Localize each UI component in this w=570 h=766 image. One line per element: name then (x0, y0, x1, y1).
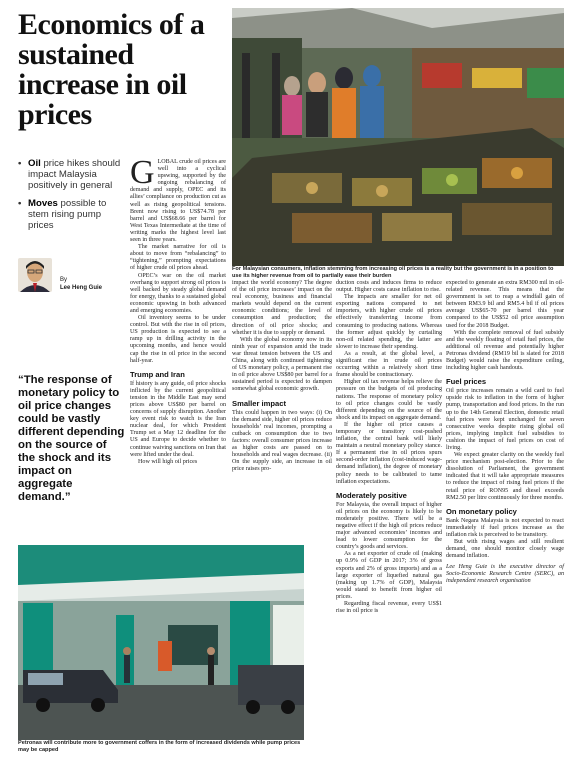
article-column-1 (130, 154, 226, 466)
bullet-item (18, 158, 123, 191)
top-photo-caption: For Malaysian consumers, inflation stemming from increasing oil prices is a reality but the government is in a position to use its higher revenue from oil to partially ease their burden (232, 266, 554, 279)
lead-paragraph: LOBAL crude oil prices are well into a cyclical upswing, supported by the ongoing rebalancing of demand and supply, OPEC and its allies’ compliance on production cut as well as rising geopolitical tensions. Brent now rising to US$74.78 per barrel and US$68.66 per barrel for West Texas Intermediate at the time of writing marks the highest level last seen in three years. (130, 159, 226, 244)
subheading: Fuel prices (446, 377, 487, 387)
paragraph: Oil price increases remain a wild card to fuel upside risk to inflation in the form of higher pump, transportation and food prices. In the run up to the 14th General Election, domestic retail fuel prices were kept unchanged for seven consecutive weeks despite rising global oil prices, implying implicit fuel subsidies to cushion the impact of fuel prices on cost of living. (446, 388, 564, 451)
paragraph: OPEC’s war on the oil market overhang to support strong oil prices is well backed by steady global demand for energy, thanks to a sustained global economic upswing in both advanced and emerging economies. (130, 272, 226, 314)
paragraph: Higher oil tax revenue helps relieve the pressure on the budgets of oil producing nations. The response of monetary policy to oil price changes could be vastly different depending on the source of the shock and its impact on aggregate demand. (336, 379, 442, 421)
byline-by: By (60, 277, 68, 283)
paragraph: With the complete removal of fuel subsidy and the weekly floating of retail fuel prices, the additional oil revenue and potentially higher Petronas dividend (RM19 bil is slated for 2018 Budget) would raise the expenditure ceiling, including higher cash handouts. (446, 329, 564, 372)
article-column-4 (446, 280, 564, 586)
bullet-item (18, 198, 123, 231)
author-bio: Lee Heng Guie is the executive director of Socio-Economic Research Centre (SERC), an independent research organisation (446, 564, 564, 585)
byline (18, 258, 128, 292)
paragraph: If the higher oil price causes a temporary or transitory cost-pushed inflation, the central bank will likely maintain a neutral monetary policy stance. If a permanent rise in oil prices spurs second-order inflation (cost-induced wage-demand inflation), the degree of monetary policy needs to be calibrated to tame inflation expectations. (336, 421, 442, 485)
paragraph: expected to generate an extra RM300 mil in oil-related revenue. This means that the government is set to reap a windfall gain of between RM3.9 bil and RM5.4 bil if oil prices average US$65-70 per barrel this year compared to the US$52 oil price assumption used for the 2018 Budget. (446, 280, 564, 329)
paragraph: The impacts are smaller for net oil exporting nations compared to net importers, with higher crude oil prices effectively transferring income from consuming to producing nations. Whereas the former adjust quickly by curtailing non-oil related spending, the latter are slower to increase their spending. (336, 294, 442, 350)
bullet-text: price hikes should impact Malaysia positively in general (28, 158, 121, 191)
paragraph: duction costs and induces firms to reduce output. Higher costs cause inflation to rise. (336, 280, 442, 294)
bullet-dot-icon: • (18, 158, 22, 169)
paragraph: We expect greater clarity on the weekly fuel price mechanism post-election. Prior to the dissolution of Parliament, the government indicated that it will take appropriate measures to reduce the impact of rising fuel prices if the retail price of RON95 and diesel exceeds RM2.50 per litre continuously for three months. (446, 452, 564, 501)
author-photo (18, 258, 52, 292)
paragraph: As a result, at the global level, a significant rise in crude oil prices occurring within a relatively short time frame should be contractionary. (336, 350, 442, 379)
paragraph: Oil inventory seems to be under control. But with the rise in oil prices, US production is expected to see a ramp up in drilling activity in the upcoming months, and hence would cap the rise in oil price in the second half-year. (130, 315, 226, 364)
paragraph: For Malaysia, the overall impact of higher oil prices on the economy is likely to be moderately positive. There will be a negative effect if the high oil prices reduce major advanced economies’ incomes and lead to lower consumption for the country’s goods and services. (336, 501, 442, 551)
paragraph: If history is any guide, oil price shocks inflicted by the current geopolitical tension in the Middle East may send prices above US$80 per barrel on concerns of supply disruption. Another key event risk to watch is the Iran nuclear deal, for which President Trump set a May 12 deadline for the US and Europe to decide whether to continue waiving sanctions on Iran that were lifted under the deal. (130, 380, 226, 458)
drop-cap: G (130, 154, 155, 191)
pull-quote: “The response of monetary policy to oil price changes could be vastly different depending on the source of the shock and its impact on aggregate demand.” (18, 374, 125, 503)
paragraph: With the global economy now in its ninth year of expansion amid the trade war threat tension between the US and China, along with continued tightening of US monetary policy, a permanent rise in oil price above US$80 per barrel for a sustained period is expected to dampen somewhat global economic growth. (232, 336, 332, 393)
bullet-text: possible to stem rising pump prices (28, 198, 107, 231)
paragraph: How will high oil prices (138, 458, 198, 465)
summary-bullets (18, 158, 123, 238)
bullet-dot-icon: • (18, 198, 22, 209)
subheading: On monetary policy (446, 506, 517, 516)
paragraph: As a net exporter of crude oil (making up 0.9% of GDP in 2017; 3% of gross exports and 2% of gross imports) and as a large exporter of liquefied natural gas (making up 1.7% of GDP), Malaysia would stand to benefit from higher oil prices. (336, 551, 442, 600)
article-column-2 (232, 280, 332, 473)
headline: Economics of a sustained increase in oil prices (18, 8, 205, 131)
subheading: Moderately positive (336, 490, 407, 500)
petrol-station-photo (18, 545, 304, 740)
bottom-photo-caption: Petronas will contribute more to government coffers in the form of increased dividends while pump prices may be capped (18, 740, 301, 753)
paragraph: This could happen in two ways: (i) On the demand side, higher oil prices reduce households’ real incomes, prompting a cutback on consumption due to two factors: overall consumer prices increase as higher costs are passed on to households and real wages decrease. (ii) On the supply side, an increase in oil price raises pro- (232, 409, 333, 473)
paragraph: But with rising wages and still resilient demand, one should monitor closely wage demand inflation. (446, 539, 564, 560)
paragraph: The market narrative for oil is about to move from “rebalancing” to “tightening,” prompting expectations of higher crude oil prices ahead. (130, 244, 226, 272)
article-column-3 (336, 280, 442, 615)
paragraph: Regarding fiscal revenue, every US$1 rise in oil price is (336, 601, 442, 615)
paragraph: impact the world economy? The degree of the oil price increases’ impact on the real economy, business and financial markets would depend on the current economic conditions; the level of consumption and production; the direction of oil price shocks; and whether it is due to supply or demand. (232, 280, 332, 336)
bullet-bold: Moves (28, 198, 58, 209)
subheading: Trump and Iran (130, 369, 185, 379)
bullet-bold: Oil (28, 158, 41, 169)
subheading: Smaller impact (232, 398, 287, 408)
author-name: Lee Heng Guie (60, 285, 103, 291)
paragraph: Bank Negara Malaysia is not expected to react immediately if fuel prices increase as the inflation risk is perceived to be transitory. (446, 517, 564, 538)
market-photo (232, 8, 564, 266)
